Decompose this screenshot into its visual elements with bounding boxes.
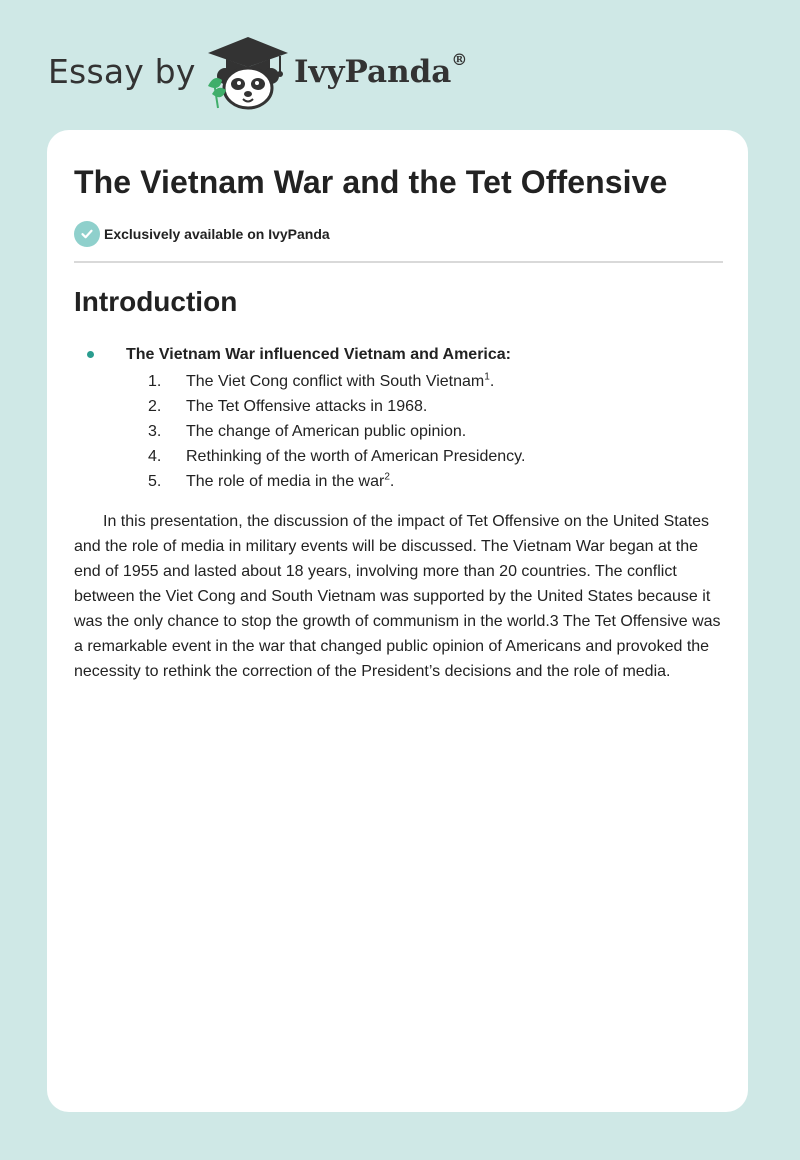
list-item-text: [186, 444, 525, 469]
page-title: The Vietnam War and the Tet Offensive: [74, 164, 668, 200]
brand-name-text: IvyPanda: [294, 54, 452, 90]
list-item-body: The change of American public opinion.: [186, 423, 467, 440]
exclusive-badge: [74, 221, 330, 247]
brand-header: [48, 34, 488, 112]
list-item-body: The Tet Offensive attacks in 1968.: [186, 398, 428, 415]
divider: [74, 261, 723, 263]
bullet-item: [87, 344, 687, 366]
list-item-body: The role of media in the war: [186, 473, 385, 490]
list-marker: 3.: [148, 423, 162, 440]
list-marker: 4.: [148, 448, 162, 465]
list-marker: 5.: [148, 473, 162, 490]
list-item-text: [186, 369, 494, 394]
list-item-suffix: .: [489, 373, 495, 390]
footnote-ref: 2: [384, 471, 390, 483]
panda-graduate-icon: [200, 34, 296, 110]
footnote-ref: 1: [484, 371, 490, 383]
intro-paragraph: In this presentation, the discussion of the impact of Tet Offensive on the United States and the role of media in military events will be discussed. The Vietnam War began at the end of 1955 and lasted about 18 years, involving more than 20 countries. The conflict between the Viet Cong and South Vietnam was supported by the United States because it was the only chance to stop the growth of communism in the world.3 The Tet Offensive was a remarkable event in the war that changed public opinion of Americans and provoked the necessity to rethink the correction of the President’s decisions and the role of media.: [74, 513, 721, 680]
bullet-text: The Vietnam War influenced Vietnam and America:: [126, 346, 511, 363]
list-item-body: Rethinking of the worth of American Presidency.: [186, 448, 526, 465]
list-item-suffix: .: [389, 473, 395, 490]
essay-card: [47, 130, 748, 1112]
check-circle-icon: [74, 221, 100, 247]
list-item-body: The Viet Cong conflict with South Vietnam: [186, 373, 485, 390]
registered-mark: ®: [451, 49, 468, 69]
brand-name: [294, 49, 468, 90]
list-item-text: [186, 419, 466, 444]
brand-prefix: Essay by: [48, 52, 196, 91]
list-marker: 1.: [148, 373, 162, 390]
list-marker: 2.: [148, 398, 162, 415]
list-item-text: [186, 469, 394, 494]
badge-text: Exclusively available on IvyPanda: [104, 226, 330, 242]
bullet-dot-icon: [87, 351, 94, 358]
list-item-text: [186, 394, 427, 419]
section-heading: Introduction: [74, 286, 238, 317]
